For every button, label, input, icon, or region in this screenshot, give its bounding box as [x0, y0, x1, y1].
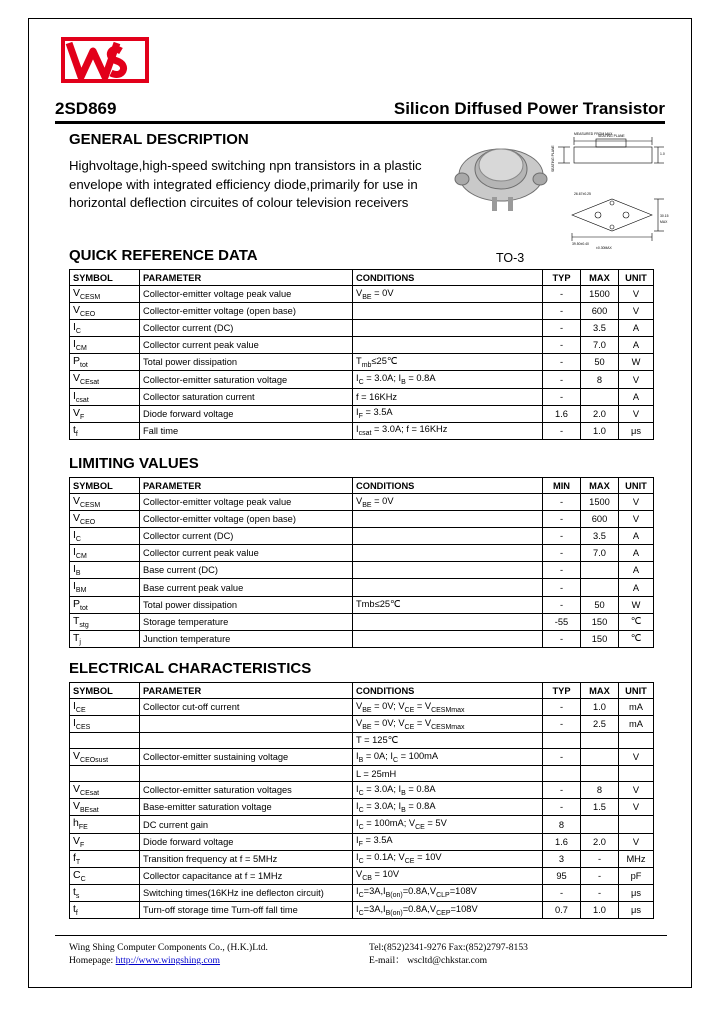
table-row — [70, 733, 654, 749]
cell-typ: - — [543, 716, 581, 733]
table-row — [70, 354, 654, 371]
table-row — [70, 562, 654, 579]
table-row — [70, 511, 654, 528]
cell-max — [581, 733, 619, 749]
cell-symbol: $P_{tot}$ — [70, 354, 140, 371]
cell-max: 1500 — [581, 286, 619, 303]
cell-unit: A — [619, 562, 654, 579]
general-description-body: Highvoltage,high-speed switching npn transistors in a plastic envelope with integrated efficiency diode,primarily for use in horizontal deflection circuites of colour television receivers — [69, 158, 422, 210]
cell-parameter: Collector-emitter voltage (open base) — [140, 511, 353, 528]
cell-max: 1500 — [581, 494, 619, 511]
table-header-row — [70, 478, 654, 494]
column-header-parameter: PARAMETER — [140, 683, 353, 699]
cell-unit: A — [619, 337, 654, 354]
table-row — [70, 613, 654, 630]
cell-max: 3.5 — [581, 320, 619, 337]
cell-typ: - — [543, 371, 581, 388]
cell-parameter: Collector current peak value — [140, 545, 353, 562]
cell-conditions: $T_{mb}\le 25℃$ — [353, 354, 543, 371]
cell-typ: - — [543, 354, 581, 371]
cell-max: 1.0 — [581, 422, 619, 439]
cell-typ: 0.7 — [543, 901, 581, 918]
footer-homepage-label: Homepage: — [69, 955, 114, 966]
cell-conditions — [353, 303, 543, 320]
cell-symbol: $V_{CEsat}$ — [70, 782, 140, 799]
cell-parameter: Base-emitter saturation voltage — [140, 799, 353, 816]
cell-typ — [543, 733, 581, 749]
table-row — [70, 766, 654, 782]
table-header-row — [70, 683, 654, 699]
column-header-typ: TYP — [543, 683, 581, 699]
column-header-max: MAX — [581, 270, 619, 286]
cell-min: - — [543, 511, 581, 528]
column-header-max: MAX — [581, 683, 619, 699]
cell-parameter — [140, 733, 353, 749]
cell-parameter: Transition frequency at f = 5MHz — [140, 850, 353, 867]
document-header — [55, 99, 665, 124]
svg-text:1.0: 1.0 — [660, 152, 665, 156]
svg-text:MAX: MAX — [660, 220, 668, 224]
cell-symbol: $V_{CESM}$ — [70, 494, 140, 511]
document-footer — [69, 941, 669, 967]
cell-conditions: $V_{BE} = 0V$ — [353, 494, 543, 511]
table-row — [70, 528, 654, 545]
cell-unit: V — [619, 303, 654, 320]
cell-unit: μs — [619, 884, 654, 901]
column-header-symbol: SYMBOL — [70, 270, 140, 286]
column-header-max: MAX — [581, 478, 619, 494]
cell-typ: - — [543, 782, 581, 799]
cell-typ: - — [543, 422, 581, 439]
column-header-conditions: CONDITIONS — [353, 270, 543, 286]
cell-max: 1.5 — [581, 799, 619, 816]
cell-typ: 3 — [543, 850, 581, 867]
cell-max: 2.0 — [581, 833, 619, 850]
table-row — [70, 371, 654, 388]
cell-symbol: $V_{CEOsust}$ — [70, 749, 140, 766]
column-header-conditions: CONDITIONS — [353, 683, 543, 699]
cell-max: 3.5 — [581, 528, 619, 545]
cell-typ: 8 — [543, 816, 581, 833]
svg-text:SEATING PLANE: SEATING PLANE — [551, 145, 555, 172]
table-row — [70, 867, 654, 884]
cell-max: - — [581, 884, 619, 901]
cell-parameter: Diode forward voltage — [140, 833, 353, 850]
cell-max — [581, 766, 619, 782]
cell-typ: - — [543, 320, 581, 337]
table-row — [70, 405, 654, 422]
general-description-heading: GENERAL DESCRIPTION — [69, 131, 249, 148]
cell-max — [581, 562, 619, 579]
cell-conditions — [353, 511, 543, 528]
cell-parameter: Collector-emitter sustaining voltage — [140, 749, 353, 766]
cell-min: - — [543, 579, 581, 596]
cell-symbol: $V_F$ — [70, 833, 140, 850]
cell-max: 50 — [581, 596, 619, 613]
cell-parameter: Collector capacitance at f = 1MHz — [140, 867, 353, 884]
cell-symbol: $I_{CM}$ — [70, 545, 140, 562]
cell-max: 2.5 — [581, 716, 619, 733]
cell-unit: W — [619, 596, 654, 613]
cell-min: - — [543, 596, 581, 613]
cell-parameter: Collector current (DC) — [140, 528, 353, 545]
cell-max: - — [581, 850, 619, 867]
cell-symbol: $I_{BM}$ — [70, 579, 140, 596]
cell-unit: V — [619, 782, 654, 799]
cell-unit: A — [619, 388, 654, 405]
column-header-min: MIN — [543, 478, 581, 494]
cell-unit: μs — [619, 901, 654, 918]
cell-conditions: $I_C=3A,I_{B(on)}=0.8A,V_{CLP}=108V$ — [353, 884, 543, 901]
cell-symbol: $V_{BEsat}$ — [70, 799, 140, 816]
cell-min: - — [543, 562, 581, 579]
cell-unit: ℃ — [619, 613, 654, 630]
cell-max: 7.0 — [581, 337, 619, 354]
cell-unit: V — [619, 511, 654, 528]
cell-conditions — [353, 337, 543, 354]
document-subject: Silicon Diffused Power Transistor — [393, 99, 665, 118]
table-row — [70, 850, 654, 867]
cell-symbol: $P_{tot}$ — [70, 596, 140, 613]
cell-unit: V — [619, 371, 654, 388]
cell-conditions — [353, 579, 543, 596]
quick-reference-heading: QUICK REFERENCE DATA — [69, 247, 258, 264]
cell-symbol: $t_s$ — [70, 884, 140, 901]
table-row — [70, 816, 654, 833]
cell-max: 7.0 — [581, 545, 619, 562]
cell-max — [581, 749, 619, 766]
cell-unit: MHz — [619, 850, 654, 867]
cell-symbol — [70, 766, 140, 782]
cell-unit: A — [619, 320, 654, 337]
cell-typ: - — [543, 303, 581, 320]
footer-tel: Tel:(852)2341-9276 Fax:(852)2797-8153 — [369, 942, 528, 953]
cell-max: 600 — [581, 511, 619, 528]
column-header-parameter: PARAMETER — [140, 270, 353, 286]
cell-min: - — [543, 545, 581, 562]
cell-max: 50 — [581, 354, 619, 371]
cell-conditions: $I_B = 0A$; $I_C = 100mA$ — [353, 749, 543, 766]
svg-text:SEATING PLANE: SEATING PLANE — [598, 134, 625, 138]
cell-conditions: $I_{csat} = 3.0A$; f = 16KHz — [353, 422, 543, 439]
cell-conditions: $I_F = 3.5A$ — [353, 405, 543, 422]
cell-unit: mA — [619, 716, 654, 733]
cell-conditions: L = 25mH — [353, 766, 543, 782]
cell-unit: A — [619, 579, 654, 596]
table-body — [70, 494, 654, 648]
cell-parameter: Collector current (DC) — [140, 320, 353, 337]
table-row — [70, 494, 654, 511]
cell-conditions: $I_C = 3.0A$; $I_B = 0.8A$ — [353, 782, 543, 799]
cell-conditions — [353, 528, 543, 545]
table-row — [70, 716, 654, 733]
table-row — [70, 833, 654, 850]
footer-homepage-url[interactable]: http://www.wingshing.com — [115, 955, 221, 966]
column-header-unit: UNIT — [619, 270, 654, 286]
column-header-parameter: PARAMETER — [140, 478, 353, 494]
cell-symbol: $I_{CE}$ — [70, 699, 140, 716]
table-header-row — [70, 270, 654, 286]
cell-parameter: Total power dissipation — [140, 354, 353, 371]
cell-symbol: $I_C$ — [70, 320, 140, 337]
quick-reference-table — [69, 269, 654, 440]
column-header-symbol: SYMBOL — [70, 478, 140, 494]
package-drawing — [446, 127, 676, 282]
cell-conditions — [353, 320, 543, 337]
column-header-unit: UNIT — [619, 478, 654, 494]
table-body — [70, 699, 654, 919]
cell-typ: - — [543, 388, 581, 405]
cell-symbol: $I_{CM}$ — [70, 337, 140, 354]
cell-unit: V — [619, 833, 654, 850]
cell-max: 150 — [581, 613, 619, 630]
table-row — [70, 337, 654, 354]
cell-conditions: $I_C = 3.0A$; $I_B = 0.8A$ — [353, 371, 543, 388]
cell-conditions: $V_{BE} = 0V$; $V_{CE} = V_{CESMmax}$ — [353, 716, 543, 733]
cell-symbol: $I_C$ — [70, 528, 140, 545]
cell-parameter: Collector-emitter voltage peak value — [140, 286, 353, 303]
table-row — [70, 749, 654, 766]
cell-max: 600 — [581, 303, 619, 320]
cell-unit — [619, 766, 654, 782]
table-row — [70, 799, 654, 816]
company-logo — [59, 35, 151, 93]
package-label: TO-3 — [496, 251, 525, 265]
cell-unit: mA — [619, 699, 654, 716]
document-page — [28, 18, 692, 988]
cell-unit: A — [619, 528, 654, 545]
cell-symbol: $t_f$ — [70, 901, 140, 918]
cell-symbol: $C_C$ — [70, 867, 140, 884]
cell-unit: V — [619, 286, 654, 303]
cell-parameter: Switching times(16KHz ine deflecton circuit) — [140, 884, 353, 901]
cell-parameter: Storage temperature — [140, 613, 353, 630]
footer-divider — [55, 935, 667, 936]
cell-parameter: Diode forward voltage — [140, 405, 353, 422]
cell-conditions: $V_{BE} = 0V$ — [353, 286, 543, 303]
column-header-typ: TYP — [543, 270, 581, 286]
cell-symbol: $V_{CESM}$ — [70, 286, 140, 303]
cell-conditions — [353, 562, 543, 579]
table-row — [70, 286, 654, 303]
svg-text:30.15: 30.15 — [660, 214, 669, 218]
cell-symbol: $I_B$ — [70, 562, 140, 579]
column-header-symbol: SYMBOL — [70, 683, 140, 699]
cell-parameter: Collector saturation current — [140, 388, 353, 405]
footer-email-label: E-mail： — [369, 955, 405, 966]
cell-symbol: $V_{CEsat}$ — [70, 371, 140, 388]
cell-max — [581, 816, 619, 833]
cell-typ: - — [543, 884, 581, 901]
cell-parameter: Collector-emitter saturation voltages — [140, 782, 353, 799]
cell-conditions: Tmb≤25℃ — [353, 596, 543, 613]
electrical-characteristics-table — [69, 682, 654, 919]
cell-unit — [619, 733, 654, 749]
footer-company: Wing Shing Computer Components Co., (H.K.)Ltd. — [69, 942, 268, 953]
cell-parameter: Collector-emitter saturation voltage — [140, 371, 353, 388]
cell-unit: pF — [619, 867, 654, 884]
cell-parameter: Collector cut-off current — [140, 699, 353, 716]
table-row — [70, 630, 654, 647]
cell-symbol: $T_j$ — [70, 630, 140, 647]
cell-typ: 1.6 — [543, 405, 581, 422]
cell-symbol: $t_f$ — [70, 422, 140, 439]
cell-unit: ℃ — [619, 630, 654, 647]
cell-parameter: Collector current peak value — [140, 337, 353, 354]
table-row — [70, 579, 654, 596]
table-row — [70, 422, 654, 439]
cell-symbol — [70, 733, 140, 749]
cell-symbol: $T_{stg}$ — [70, 613, 140, 630]
cell-unit: V — [619, 749, 654, 766]
cell-max: - — [581, 867, 619, 884]
cell-parameter: Collector-emitter voltage (open base) — [140, 303, 353, 320]
cell-parameter — [140, 716, 353, 733]
cell-parameter: Collector-emitter voltage peak value — [140, 494, 353, 511]
cell-typ: 1.6 — [543, 833, 581, 850]
cell-parameter: Junction temperature — [140, 630, 353, 647]
cell-symbol: $V_{CEO}$ — [70, 303, 140, 320]
footer-email[interactable]: wscltd@chkstar.com — [407, 955, 488, 966]
cell-typ: - — [543, 699, 581, 716]
cell-unit: V — [619, 799, 654, 816]
cell-unit: μs — [619, 422, 654, 439]
cell-parameter: Base current (DC) — [140, 562, 353, 579]
cell-max — [581, 579, 619, 596]
cell-typ: - — [543, 749, 581, 766]
cell-typ: 95 — [543, 867, 581, 884]
cell-max: 1.0 — [581, 901, 619, 918]
cell-symbol: $h_{FE}$ — [70, 816, 140, 833]
cell-parameter: Fall time — [140, 422, 353, 439]
cell-symbol: $V_{CEO}$ — [70, 511, 140, 528]
cell-unit — [619, 816, 654, 833]
cell-max — [581, 388, 619, 405]
table-row — [70, 782, 654, 799]
table-row — [70, 545, 654, 562]
cell-typ: - — [543, 286, 581, 303]
cell-unit: V — [619, 405, 654, 422]
cell-symbol: $f_T$ — [70, 850, 140, 867]
cell-parameter — [140, 766, 353, 782]
table-row — [70, 320, 654, 337]
table-row — [70, 303, 654, 320]
svg-text:39.50±0.40: 39.50±0.40 — [572, 242, 589, 246]
cell-parameter: Base current peak value — [140, 579, 353, 596]
cell-min: - — [543, 528, 581, 545]
cell-conditions: $I_C = 0.1A$; $V_{CE} = 10V$ — [353, 850, 543, 867]
column-header-conditions: CONDITIONS — [353, 478, 543, 494]
cell-max: 1.0 — [581, 699, 619, 716]
cell-min: - — [543, 630, 581, 647]
table-row — [70, 596, 654, 613]
svg-text:MEASURED FROM MAX.: MEASURED FROM MAX. — [574, 132, 614, 136]
cell-symbol: $I_{csat}$ — [70, 388, 140, 405]
cell-min: - — [543, 494, 581, 511]
cell-conditions: $V_{BE} = 0V$; $V_{CE} = V_{CESMmax}$ — [353, 699, 543, 716]
cell-max: 2.0 — [581, 405, 619, 422]
cell-symbol: $V_F$ — [70, 405, 140, 422]
limiting-values-heading: LIMITING VALUES — [69, 455, 199, 472]
cell-typ — [543, 766, 581, 782]
table-row — [70, 699, 654, 716]
cell-conditions: $I_C=3A,I_{B(on)}=0.8A,V_{CEP}=108V$ — [353, 901, 543, 918]
cell-unit: A — [619, 545, 654, 562]
cell-min: -55 — [543, 613, 581, 630]
cell-conditions — [353, 630, 543, 647]
cell-conditions: T = 125℃ — [353, 733, 543, 749]
electrical-characteristics-heading: ELECTRICAL CHARACTERISTICS — [69, 660, 312, 677]
table-row — [70, 388, 654, 405]
cell-parameter: Turn-off storage time Turn-off fall time — [140, 901, 353, 918]
table-row — [70, 884, 654, 901]
table-row — [70, 901, 654, 918]
cell-parameter: Total power dissipation — [140, 596, 353, 613]
cell-conditions: $I_F = 3.5A$ — [353, 833, 543, 850]
cell-conditions — [353, 613, 543, 630]
svg-text:26.67±0.25: 26.67±0.25 — [574, 192, 591, 196]
cell-max: 8 — [581, 782, 619, 799]
cell-symbol: $I_{CES}$ — [70, 716, 140, 733]
cell-typ: - — [543, 337, 581, 354]
cell-max: 150 — [581, 630, 619, 647]
cell-unit: W — [619, 354, 654, 371]
cell-conditions: f = 16KHz — [353, 388, 543, 405]
cell-conditions: $V_{CB} = 10V$ — [353, 867, 543, 884]
column-header-unit: UNIT — [619, 683, 654, 699]
cell-unit: V — [619, 494, 654, 511]
cell-conditions: $I_C = 3.0A$; $I_B = 0.8A$ — [353, 799, 543, 816]
table-body — [70, 286, 654, 440]
cell-typ: - — [543, 799, 581, 816]
cell-conditions: $I_C = 100mA$; $V_{CE} = 5V$ — [353, 816, 543, 833]
svg-text:±0.30MAX: ±0.30MAX — [596, 246, 612, 250]
cell-conditions — [353, 545, 543, 562]
cell-parameter: DC current gain — [140, 816, 353, 833]
limiting-values-table — [69, 477, 654, 648]
cell-max: 8 — [581, 371, 619, 388]
part-number: 2SD869 — [55, 99, 117, 118]
